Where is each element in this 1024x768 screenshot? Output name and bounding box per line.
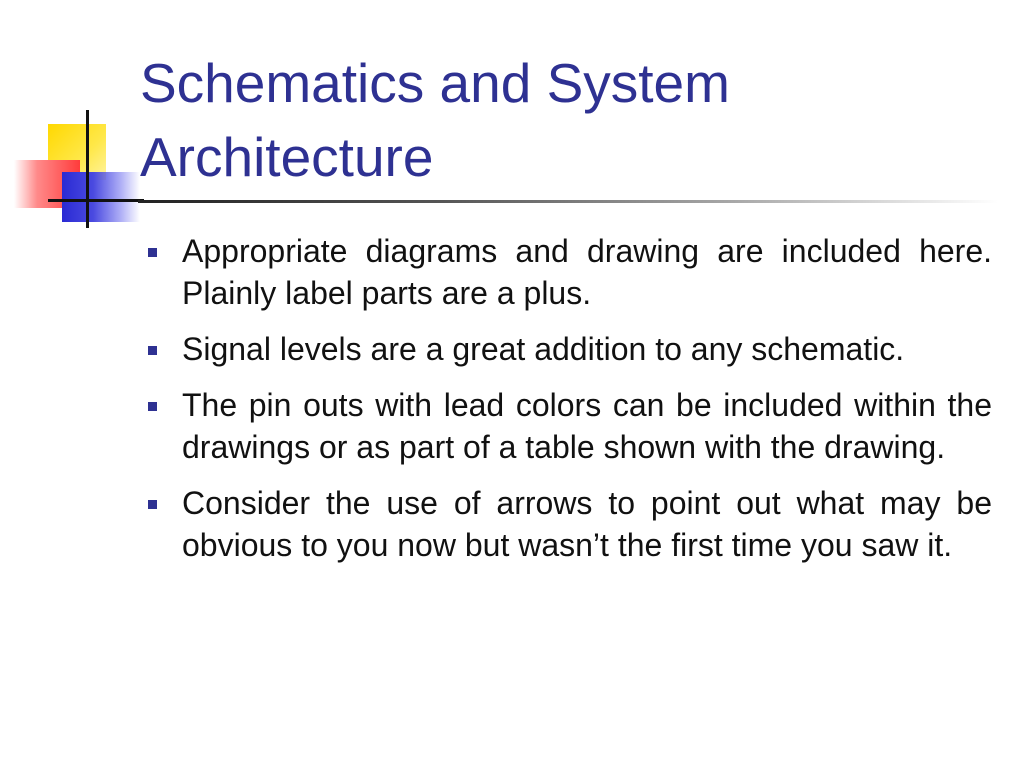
blue-square-shape [62,172,140,222]
bullet-item [148,328,992,370]
vertical-line-shape [86,110,89,228]
slide-title-line-2: Architecture [140,126,434,188]
title-divider [138,200,998,203]
bullet-item [148,482,992,566]
bullet-text: Consider the use of arrows to point out what may be obvious to you now but wasn’t the first time you saw it. [182,485,992,563]
slide-title-line-1: Schematics and System [140,52,730,114]
bullet-list [148,230,992,580]
bullet-item [148,384,992,468]
bullet-square-icon [148,402,157,411]
bullet-square-icon [148,248,157,257]
decorative-squares-logo [0,0,140,240]
slide-title [140,46,1000,194]
bullet-text: Signal levels are a great addition to any schematic. [182,331,905,367]
bullet-square-icon [148,346,157,355]
bullet-text: Appropriate diagrams and drawing are included here. Plainly label parts are a plus. [182,233,992,311]
bullet-text: The pin outs with lead colors can be included within the drawings or as part of a table shown with the drawing. [182,387,992,465]
horizontal-line-shape [48,199,144,202]
bullet-square-icon [148,500,157,509]
bullet-item [148,230,992,314]
